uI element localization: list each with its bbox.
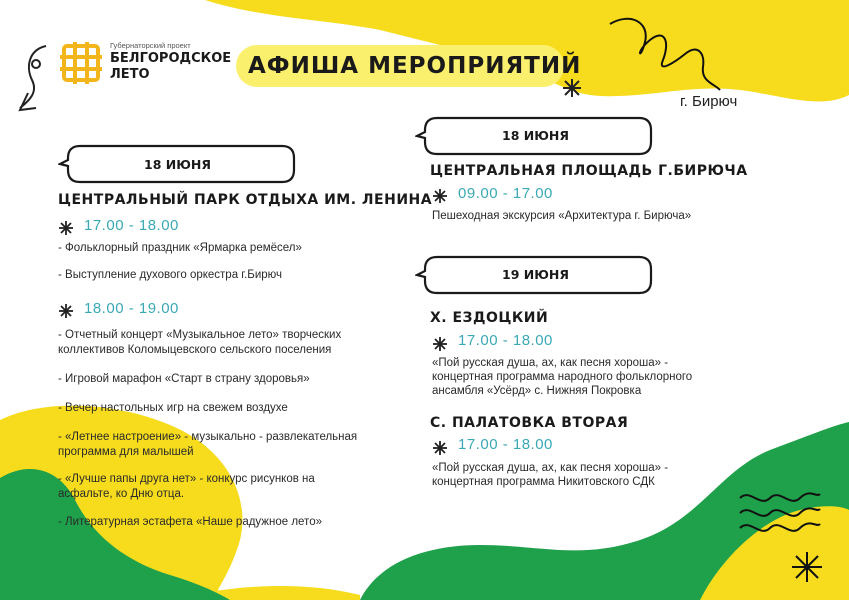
list-item: - Игровой марафон «Старт в страну здоровья» bbox=[58, 373, 310, 385]
asterisk-icon bbox=[58, 303, 74, 319]
list-item-cont: программа для малышей bbox=[58, 446, 194, 458]
right-desc-2: концертная программа народного фольклорного bbox=[432, 371, 693, 383]
list-item: - Выступление духового оркестра г.Бирюч bbox=[58, 269, 283, 281]
list-item: - Отчетный концерт «Музыкальное лето» творческих bbox=[58, 329, 342, 341]
city-label: г. Бирюч bbox=[680, 93, 738, 110]
asterisk-icon bbox=[790, 550, 824, 584]
list-item-cont: коллективов Коломыцевского сельского поселения bbox=[58, 344, 332, 356]
asterisk-icon bbox=[432, 336, 448, 352]
wave-lines-icon bbox=[735, 478, 825, 548]
list-item: - Вечер настольных игр на свежем воздухе bbox=[58, 402, 288, 414]
left-time-1: 17.00 - 18.00 bbox=[84, 217, 179, 234]
right-date-1: 18 ИЮНЯ bbox=[502, 128, 569, 143]
right-desc-3: «Пой русская душа, ах, как песня хороша» - bbox=[432, 462, 669, 474]
left-time-2: 18.00 - 19.00 bbox=[84, 300, 179, 317]
left-date: 18 ИЮНЯ bbox=[144, 157, 211, 172]
left-venue: ЦЕНТРАЛЬНЫЙ ПАРК ОТДЫХА ИМ. ЛЕНИНА bbox=[58, 192, 433, 208]
right-desc-3: концертная программа Никитовского СДК bbox=[432, 476, 655, 488]
list-item-cont: асфальте, ко Дню отца. bbox=[58, 488, 185, 500]
logo-tagline: Губернаторский проект bbox=[110, 41, 191, 50]
page-title: АФИША МЕРОПРИЯТИЙ bbox=[248, 53, 582, 79]
right-desc-1: Пешеходная экскурсия «Архитектура г. Бирюча» bbox=[432, 210, 692, 222]
asterisk-icon bbox=[432, 440, 448, 456]
logo-line-2: ЛЕТО bbox=[110, 67, 150, 82]
list-item: - Литературная эстафета «Наше радужное лето» bbox=[58, 516, 322, 528]
right-desc-2: «Пой русская душа, ах, как песня хороша» - bbox=[432, 357, 669, 369]
right-venue-1: ЦЕНТРАЛЬНАЯ ПЛОЩАДЬ Г.БИРЮЧА bbox=[430, 163, 748, 179]
list-item: - «Летнее настроение» - музыкально - развлекательная bbox=[58, 431, 358, 443]
asterisk-icon bbox=[432, 188, 448, 204]
asterisk-icon bbox=[58, 220, 74, 236]
right-desc-2: ансамбля «Усёрд» с. Нижняя Покровка bbox=[432, 385, 642, 397]
right-time-1: 09.00 - 17.00 bbox=[458, 185, 553, 202]
right-date-2: 19 ИЮНЯ bbox=[502, 267, 569, 282]
right-time-3: 17.00 - 18.00 bbox=[458, 436, 553, 453]
list-item: - «Лучше папы друга нет» - конкурс рисунков на bbox=[58, 473, 315, 485]
grid-logo-icon bbox=[58, 40, 104, 86]
logo-line-1: БЕЛГОРОДСКОЕ bbox=[110, 51, 232, 66]
right-venue-3: С. ПАЛАТОВКА ВТОРАЯ bbox=[430, 415, 629, 431]
right-time-2: 17.00 - 18.00 bbox=[458, 332, 553, 349]
scribble-icon bbox=[605, 12, 725, 92]
list-item: - Фольклорный праздник «Ярмарка ремёсел» bbox=[58, 242, 302, 254]
right-venue-2: Х. ЕЗДОЦКИЙ bbox=[430, 310, 549, 326]
asterisk-icon bbox=[562, 78, 582, 98]
